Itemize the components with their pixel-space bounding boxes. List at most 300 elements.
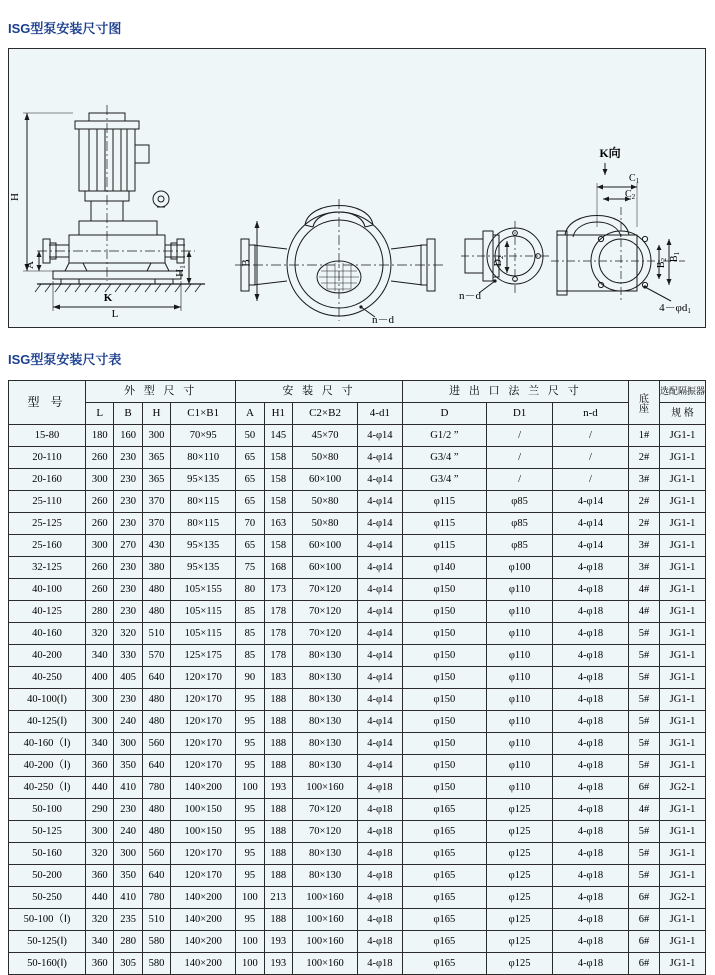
table-cell: 4-φ14 <box>358 667 403 689</box>
label-4-phi-d1: 4－φd1 <box>659 302 691 315</box>
table-cell: 4-φ18 <box>358 777 403 799</box>
table-cell: 4-φ18 <box>552 711 628 733</box>
table-cell: 365 <box>142 447 170 469</box>
table-cell: / <box>552 447 628 469</box>
header-row-sub <box>9 403 706 425</box>
table-cell: 140×200 <box>171 887 236 909</box>
table-cell: 178 <box>264 623 292 645</box>
table-cell: 70×120 <box>292 799 357 821</box>
table-cell: φ165 <box>402 931 486 953</box>
table-cell: 50×80 <box>292 447 357 469</box>
table-cell: 5# <box>628 645 659 667</box>
table-cell: 80×130 <box>292 865 357 887</box>
table-cell: JG1-1 <box>659 601 705 623</box>
table-cell: 280 <box>86 601 114 623</box>
diagram-svg <box>9 49 705 327</box>
cell-model: 50-100（Ⅰ) <box>9 909 86 931</box>
label-A: A <box>24 261 36 269</box>
table-cell: 4-φ18 <box>552 645 628 667</box>
header-outer-dims: 外 型 尺 寸 <box>86 381 236 403</box>
table-cell: 100×150 <box>171 821 236 843</box>
table-cell: φ165 <box>402 799 486 821</box>
table-cell: 640 <box>142 755 170 777</box>
table-cell: 6# <box>628 931 659 953</box>
table-cell: 440 <box>86 777 114 799</box>
table-cell: 193 <box>264 953 292 975</box>
table-cell: 480 <box>142 711 170 733</box>
table-cell: 4-φ18 <box>358 909 403 931</box>
table-cell: 100×160 <box>292 953 357 975</box>
table-cell: 75 <box>236 557 264 579</box>
table-cell: 80 <box>236 579 264 601</box>
label-C2: $C_2$ <box>625 189 636 201</box>
table-cell: JG1-1 <box>659 557 705 579</box>
table-cell: 5# <box>628 865 659 887</box>
table-cell: 360 <box>86 755 114 777</box>
table-cell: 188 <box>264 689 292 711</box>
table-cell: 4-φ18 <box>552 777 628 799</box>
table-cell: 95 <box>236 843 264 865</box>
table-cell: 95×135 <box>171 557 236 579</box>
table-cell: 95 <box>236 865 264 887</box>
table-cell: φ110 <box>487 689 553 711</box>
table-cell: 4-φ18 <box>358 931 403 953</box>
cell-model: 25-110 <box>9 491 86 513</box>
table-cell: 80×110 <box>171 447 236 469</box>
table-cell: 300 <box>86 469 114 491</box>
table-cell: 300 <box>86 711 114 733</box>
table-cell: 4-φ18 <box>552 799 628 821</box>
table-cell: 100 <box>236 887 264 909</box>
table-cell: 95 <box>236 799 264 821</box>
table-cell: φ110 <box>487 623 553 645</box>
table-cell: 140×200 <box>171 777 236 799</box>
table-row <box>9 469 706 491</box>
table-cell: 158 <box>264 469 292 491</box>
table-cell: φ100 <box>487 557 553 579</box>
table-cell: 300 <box>86 689 114 711</box>
table-cell: 410 <box>114 777 142 799</box>
table-cell: 4-φ14 <box>358 733 403 755</box>
table-cell: 4-φ18 <box>552 909 628 931</box>
table-cell: 80×115 <box>171 491 236 513</box>
cell-model: 50-125(Ⅰ) <box>9 931 86 953</box>
table-cell: 80×130 <box>292 689 357 711</box>
table-cell: 300 <box>114 733 142 755</box>
table-cell: φ85 <box>487 513 553 535</box>
table-cell: 4-φ18 <box>358 865 403 887</box>
table-cell: 95 <box>236 909 264 931</box>
table-cell: 340 <box>86 931 114 953</box>
label-n-d-plan: n－d <box>372 314 394 326</box>
table-row <box>9 843 706 865</box>
table-cell: 95 <box>236 755 264 777</box>
table-cell: 158 <box>264 491 292 513</box>
table-cell: 430 <box>142 535 170 557</box>
table-cell: 188 <box>264 755 292 777</box>
table-cell: JG1-1 <box>659 711 705 733</box>
header-row-group <box>9 381 706 403</box>
table-cell: 1# <box>628 425 659 447</box>
table-cell: 780 <box>142 777 170 799</box>
table-cell: φ115 <box>402 513 486 535</box>
table-cell: 193 <box>264 777 292 799</box>
table-cell: 188 <box>264 821 292 843</box>
table-cell: 4-φ18 <box>552 931 628 953</box>
table-row <box>9 513 706 535</box>
table-cell: 480 <box>142 799 170 821</box>
cell-model: 40-250（Ⅰ) <box>9 777 86 799</box>
table-cell: 4-φ18 <box>552 843 628 865</box>
cell-model: 25-160 <box>9 535 86 557</box>
table-cell: 80×130 <box>292 755 357 777</box>
table-cell: 4-φ14 <box>358 447 403 469</box>
table-cell: φ125 <box>487 843 553 865</box>
table-row <box>9 557 706 579</box>
label-B1: $B_1$ <box>669 251 681 263</box>
table-cell: JG1-1 <box>659 469 705 491</box>
table-row <box>9 579 706 601</box>
table-row <box>9 733 706 755</box>
table-row <box>9 535 706 557</box>
table-cell: 6# <box>628 953 659 975</box>
table-cell: 340 <box>86 645 114 667</box>
table-cell: JG1-1 <box>659 689 705 711</box>
table-cell: 300 <box>114 843 142 865</box>
table-cell: 380 <box>142 557 170 579</box>
table-cell: 45×70 <box>292 425 357 447</box>
cell-model: 50-125 <box>9 821 86 843</box>
table-cell: 50×80 <box>292 491 357 513</box>
table-cell: 580 <box>142 931 170 953</box>
table-cell: φ110 <box>487 601 553 623</box>
table-cell: JG1-1 <box>659 447 705 469</box>
cell-model: 40-100 <box>9 579 86 601</box>
label-K: K <box>103 292 113 304</box>
header-damper: 选配隔振器 <box>659 381 705 403</box>
table-cell: 4-φ18 <box>358 799 403 821</box>
table-cell: φ165 <box>402 909 486 931</box>
dimensions-table <box>8 380 706 975</box>
table-cell: 400 <box>86 667 114 689</box>
table-cell: 780 <box>142 887 170 909</box>
table-row <box>9 601 706 623</box>
table-cell: 640 <box>142 865 170 887</box>
table-cell: 105×115 <box>171 601 236 623</box>
table-cell: 405 <box>114 667 142 689</box>
table-cell: 4-φ14 <box>358 425 403 447</box>
table-cell: 5# <box>628 711 659 733</box>
table-cell: φ165 <box>402 865 486 887</box>
table-cell: / <box>487 469 553 491</box>
table-cell: 3# <box>628 557 659 579</box>
table-cell: 173 <box>264 579 292 601</box>
table-cell: φ150 <box>402 689 486 711</box>
table-cell: JG1-1 <box>659 865 705 887</box>
table-cell: 60×100 <box>292 535 357 557</box>
table-cell: 4-φ14 <box>358 755 403 777</box>
table-cell: 6# <box>628 887 659 909</box>
table-cell: G3/4 ” <box>402 469 486 491</box>
table-cell: 70×120 <box>292 579 357 601</box>
table-cell: φ125 <box>487 931 553 953</box>
table-cell: φ150 <box>402 601 486 623</box>
table-cell: 365 <box>142 469 170 491</box>
table-cell: 5# <box>628 733 659 755</box>
cell-model: 40-250 <box>9 667 86 689</box>
table-cell: 230 <box>114 579 142 601</box>
table-cell: JG1-1 <box>659 645 705 667</box>
table-cell: JG1-1 <box>659 953 705 975</box>
table-cell: 480 <box>142 821 170 843</box>
cell-model: 40-200（Ⅰ) <box>9 755 86 777</box>
table-cell: G1/2 ” <box>402 425 486 447</box>
table-cell: 370 <box>142 513 170 535</box>
table-cell: 4-φ14 <box>358 469 403 491</box>
table-cell: 85 <box>236 601 264 623</box>
table-cell: φ125 <box>487 865 553 887</box>
table-cell: 80×130 <box>292 733 357 755</box>
table-cell: 4# <box>628 579 659 601</box>
cell-model: 40-125 <box>9 601 86 623</box>
table-cell: 300 <box>86 821 114 843</box>
table-cell: 320 <box>86 909 114 931</box>
table-cell: 4# <box>628 799 659 821</box>
table-cell: 213 <box>264 887 292 909</box>
label-D2: $D_2$ <box>493 255 505 267</box>
table-cell: 4-φ14 <box>358 557 403 579</box>
table-row <box>9 667 706 689</box>
table-cell: 305 <box>114 953 142 975</box>
table-cell: 480 <box>142 689 170 711</box>
table-cell: 60×100 <box>292 469 357 491</box>
table-cell: 330 <box>114 645 142 667</box>
table-cell: 158 <box>264 535 292 557</box>
table-cell: φ165 <box>402 887 486 909</box>
table-cell: 50 <box>236 425 264 447</box>
table-cell: φ165 <box>402 821 486 843</box>
table-cell: 95 <box>236 711 264 733</box>
table-cell: 178 <box>264 645 292 667</box>
table-cell: 120×170 <box>171 733 236 755</box>
table-cell: 140×200 <box>171 953 236 975</box>
table-cell: 85 <box>236 623 264 645</box>
table-cell: 168 <box>264 557 292 579</box>
table-cell: 4-φ18 <box>358 887 403 909</box>
installation-diagram <box>8 48 706 328</box>
table-cell: 260 <box>86 491 114 513</box>
table-cell: 4-φ18 <box>552 755 628 777</box>
table-cell: 4-φ14 <box>358 491 403 513</box>
table-cell: 6# <box>628 777 659 799</box>
table-cell: 65 <box>236 535 264 557</box>
table-cell: 4-φ14 <box>358 513 403 535</box>
table-cell: 4-φ18 <box>358 821 403 843</box>
table-row <box>9 887 706 909</box>
table-cell: 5# <box>628 689 659 711</box>
header-flange-dims: 进 出 口 法 兰 尺 寸 <box>402 381 628 403</box>
table-cell: 4-φ18 <box>552 667 628 689</box>
table-cell: 4-φ14 <box>358 535 403 557</box>
table-cell: φ125 <box>487 909 553 931</box>
table-cell: φ110 <box>487 777 553 799</box>
table-cell: 4-φ18 <box>552 579 628 601</box>
table-cell: 4-φ14 <box>552 535 628 557</box>
table-cell: 235 <box>114 909 142 931</box>
table-cell: 320 <box>114 623 142 645</box>
label-B: B <box>240 259 252 267</box>
subheader-H1: H1 <box>264 403 292 425</box>
cell-model: 50-200 <box>9 865 86 887</box>
table-cell: φ125 <box>487 799 553 821</box>
table-cell: 4-φ18 <box>552 953 628 975</box>
table-cell: 70×120 <box>292 821 357 843</box>
label-L: L <box>111 308 119 320</box>
table-cell: φ140 <box>402 557 486 579</box>
table-cell: JG1-1 <box>659 799 705 821</box>
table-cell: 140×200 <box>171 931 236 953</box>
table-cell: 230 <box>114 513 142 535</box>
table-cell: / <box>487 447 553 469</box>
table-cell: 60×100 <box>292 557 357 579</box>
table-cell: 560 <box>142 843 170 865</box>
table-cell: 193 <box>264 931 292 953</box>
table-cell: 4-φ18 <box>358 953 403 975</box>
table-cell: 85 <box>236 645 264 667</box>
table-cell: φ115 <box>402 535 486 557</box>
table-cell: φ110 <box>487 579 553 601</box>
table-cell: 2# <box>628 491 659 513</box>
table-row <box>9 953 706 975</box>
table-cell: 80×130 <box>292 711 357 733</box>
table-cell: 350 <box>114 865 142 887</box>
table-cell: 80×130 <box>292 667 357 689</box>
table-row <box>9 711 706 733</box>
cell-model: 50-160 <box>9 843 86 865</box>
table-cell: 230 <box>114 601 142 623</box>
table-cell: 440 <box>86 887 114 909</box>
table-row <box>9 931 706 953</box>
subheader-nd: n-d <box>552 403 628 425</box>
table-cell: 183 <box>264 667 292 689</box>
table-cell: 510 <box>142 623 170 645</box>
table-cell: 70 <box>236 513 264 535</box>
table-cell: JG1-1 <box>659 821 705 843</box>
cell-model: 40-160（Ⅰ) <box>9 733 86 755</box>
table-cell: 410 <box>114 887 142 909</box>
table-cell: φ150 <box>402 667 486 689</box>
table-cell: 95 <box>236 733 264 755</box>
table-head <box>9 381 706 425</box>
table-cell: 100 <box>236 953 264 975</box>
table-cell: 260 <box>86 579 114 601</box>
subheader-H: H <box>142 403 170 425</box>
table-cell: φ165 <box>402 953 486 975</box>
table-row <box>9 689 706 711</box>
cell-model: 40-200 <box>9 645 86 667</box>
table-cell: φ125 <box>487 953 553 975</box>
table-row <box>9 755 706 777</box>
table-cell: 340 <box>86 733 114 755</box>
table-cell: 240 <box>114 711 142 733</box>
table-cell: 290 <box>86 799 114 821</box>
cell-model: 40-100(Ⅰ) <box>9 689 86 711</box>
subheader-D: D <box>402 403 486 425</box>
table-cell: 3# <box>628 469 659 491</box>
cell-model: 32-125 <box>9 557 86 579</box>
subheader-B: B <box>114 403 142 425</box>
table-cell: 100 <box>236 931 264 953</box>
table-cell: φ110 <box>487 711 553 733</box>
subheader-L: L <box>86 403 114 425</box>
header-model: 型 号 <box>9 381 86 425</box>
table-cell: 120×170 <box>171 755 236 777</box>
table-row <box>9 821 706 843</box>
table-cell: 140×200 <box>171 909 236 931</box>
table-cell: 370 <box>142 491 170 513</box>
table-cell: 145 <box>264 425 292 447</box>
table-cell: 95 <box>236 821 264 843</box>
table-row <box>9 799 706 821</box>
table-cell: 320 <box>86 843 114 865</box>
table-cell: JG1-1 <box>659 755 705 777</box>
table-cell: 4-φ18 <box>552 623 628 645</box>
table-cell: 4-φ18 <box>552 733 628 755</box>
table-cell: φ150 <box>402 733 486 755</box>
table-cell: 4-φ14 <box>358 689 403 711</box>
dimensions-table-wrap <box>8 380 706 975</box>
label-H1: H1 <box>174 265 187 277</box>
cell-model: 40-160 <box>9 623 86 645</box>
table-cell: φ150 <box>402 777 486 799</box>
table-cell: 105×155 <box>171 579 236 601</box>
subheader-C2B2: C2×B2 <box>292 403 357 425</box>
label-K-view: K向 <box>599 146 621 160</box>
table-row <box>9 645 706 667</box>
table-cell: 570 <box>142 645 170 667</box>
table-cell: 6# <box>628 909 659 931</box>
cell-model: 50-250 <box>9 887 86 909</box>
header-seat: 底 座 <box>628 381 659 425</box>
subheader-C1B1: C1×B1 <box>171 403 236 425</box>
table-cell: 70×120 <box>292 623 357 645</box>
table-row <box>9 491 706 513</box>
table-cell: 180 <box>86 425 114 447</box>
cell-model: 40-125(Ⅰ) <box>9 711 86 733</box>
table-cell: 120×170 <box>171 865 236 887</box>
table-cell: / <box>552 469 628 491</box>
table-cell: 5# <box>628 623 659 645</box>
table-cell: 100×160 <box>292 909 357 931</box>
table-cell: 100×160 <box>292 931 357 953</box>
table-cell: 4-φ18 <box>552 557 628 579</box>
table-cell: / <box>552 425 628 447</box>
table-cell: JG1-1 <box>659 667 705 689</box>
table-cell: 80×130 <box>292 645 357 667</box>
table-cell: 280 <box>114 931 142 953</box>
table-cell: 560 <box>142 733 170 755</box>
table-cell: 260 <box>86 447 114 469</box>
subheader-spec: 规 格 <box>659 403 705 425</box>
table-cell: 4-φ18 <box>552 821 628 843</box>
table-body <box>9 425 706 975</box>
table-cell: 2# <box>628 513 659 535</box>
table-cell: JG2-1 <box>659 887 705 909</box>
table-cell: G3/4 ” <box>402 447 486 469</box>
table-cell: 95×135 <box>171 535 236 557</box>
table-cell: JG1-1 <box>659 843 705 865</box>
table-cell: 4-φ14 <box>358 711 403 733</box>
